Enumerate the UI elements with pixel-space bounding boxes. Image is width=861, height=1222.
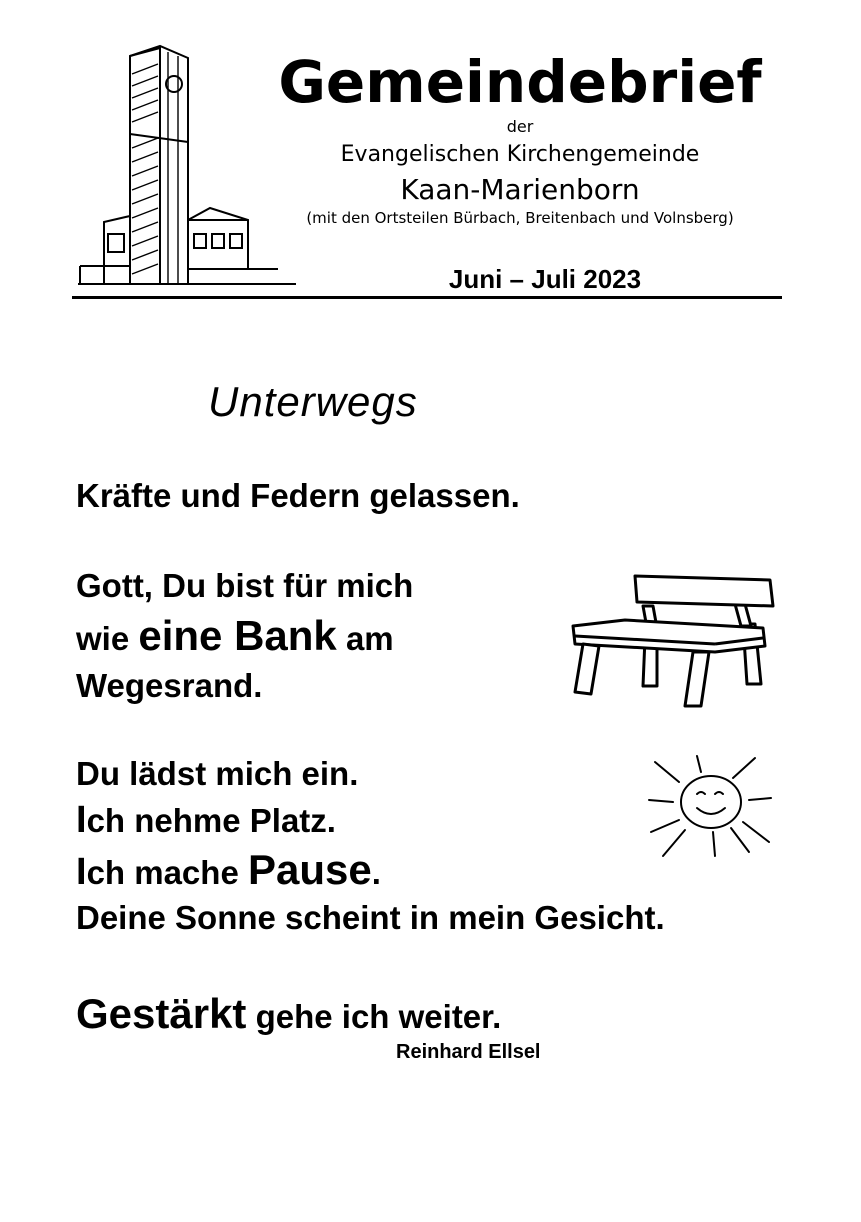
- poem-line-9: Gestärkt gehe ich weiter.: [76, 990, 502, 1037]
- poem-author: Reinhard Ellsel: [396, 1041, 541, 1063]
- header-divider: [72, 296, 782, 299]
- poem-line-6: Ich nehme Platz.: [76, 799, 336, 841]
- issue-date: Juni – Juli 2023: [448, 264, 642, 294]
- subtitle-der: der: [506, 117, 534, 136]
- districts-note: (mit den Ortsteilen Bürbach, Breitenbach und Volnsberg): [306, 209, 734, 227]
- poem-title: Unterwegs: [208, 378, 418, 425]
- poem-line-1: Kräfte und Federn gelassen.: [76, 477, 520, 514]
- place-name: Kaan-Marienborn: [400, 173, 640, 206]
- poem-line-8: Deine Sonne scheint in mein Gesicht.: [76, 899, 665, 936]
- bench-drawing-icon: [565, 566, 780, 711]
- poem-line-4: Wegesrand.: [76, 667, 263, 704]
- newsletter-title: Gemeindebrief: [278, 48, 762, 116]
- poem-line-7: Ich mache Pause.: [76, 846, 381, 893]
- poem-line-3: wie eine Bank am: [76, 612, 394, 659]
- poem-line-5: Du lädst mich ein.: [76, 755, 359, 792]
- parish-name: Evangelischen Kirchengemeinde: [340, 142, 700, 167]
- sun-drawing-icon: [645, 752, 775, 864]
- poem-line-2: Gott, Du bist für mich: [76, 567, 414, 604]
